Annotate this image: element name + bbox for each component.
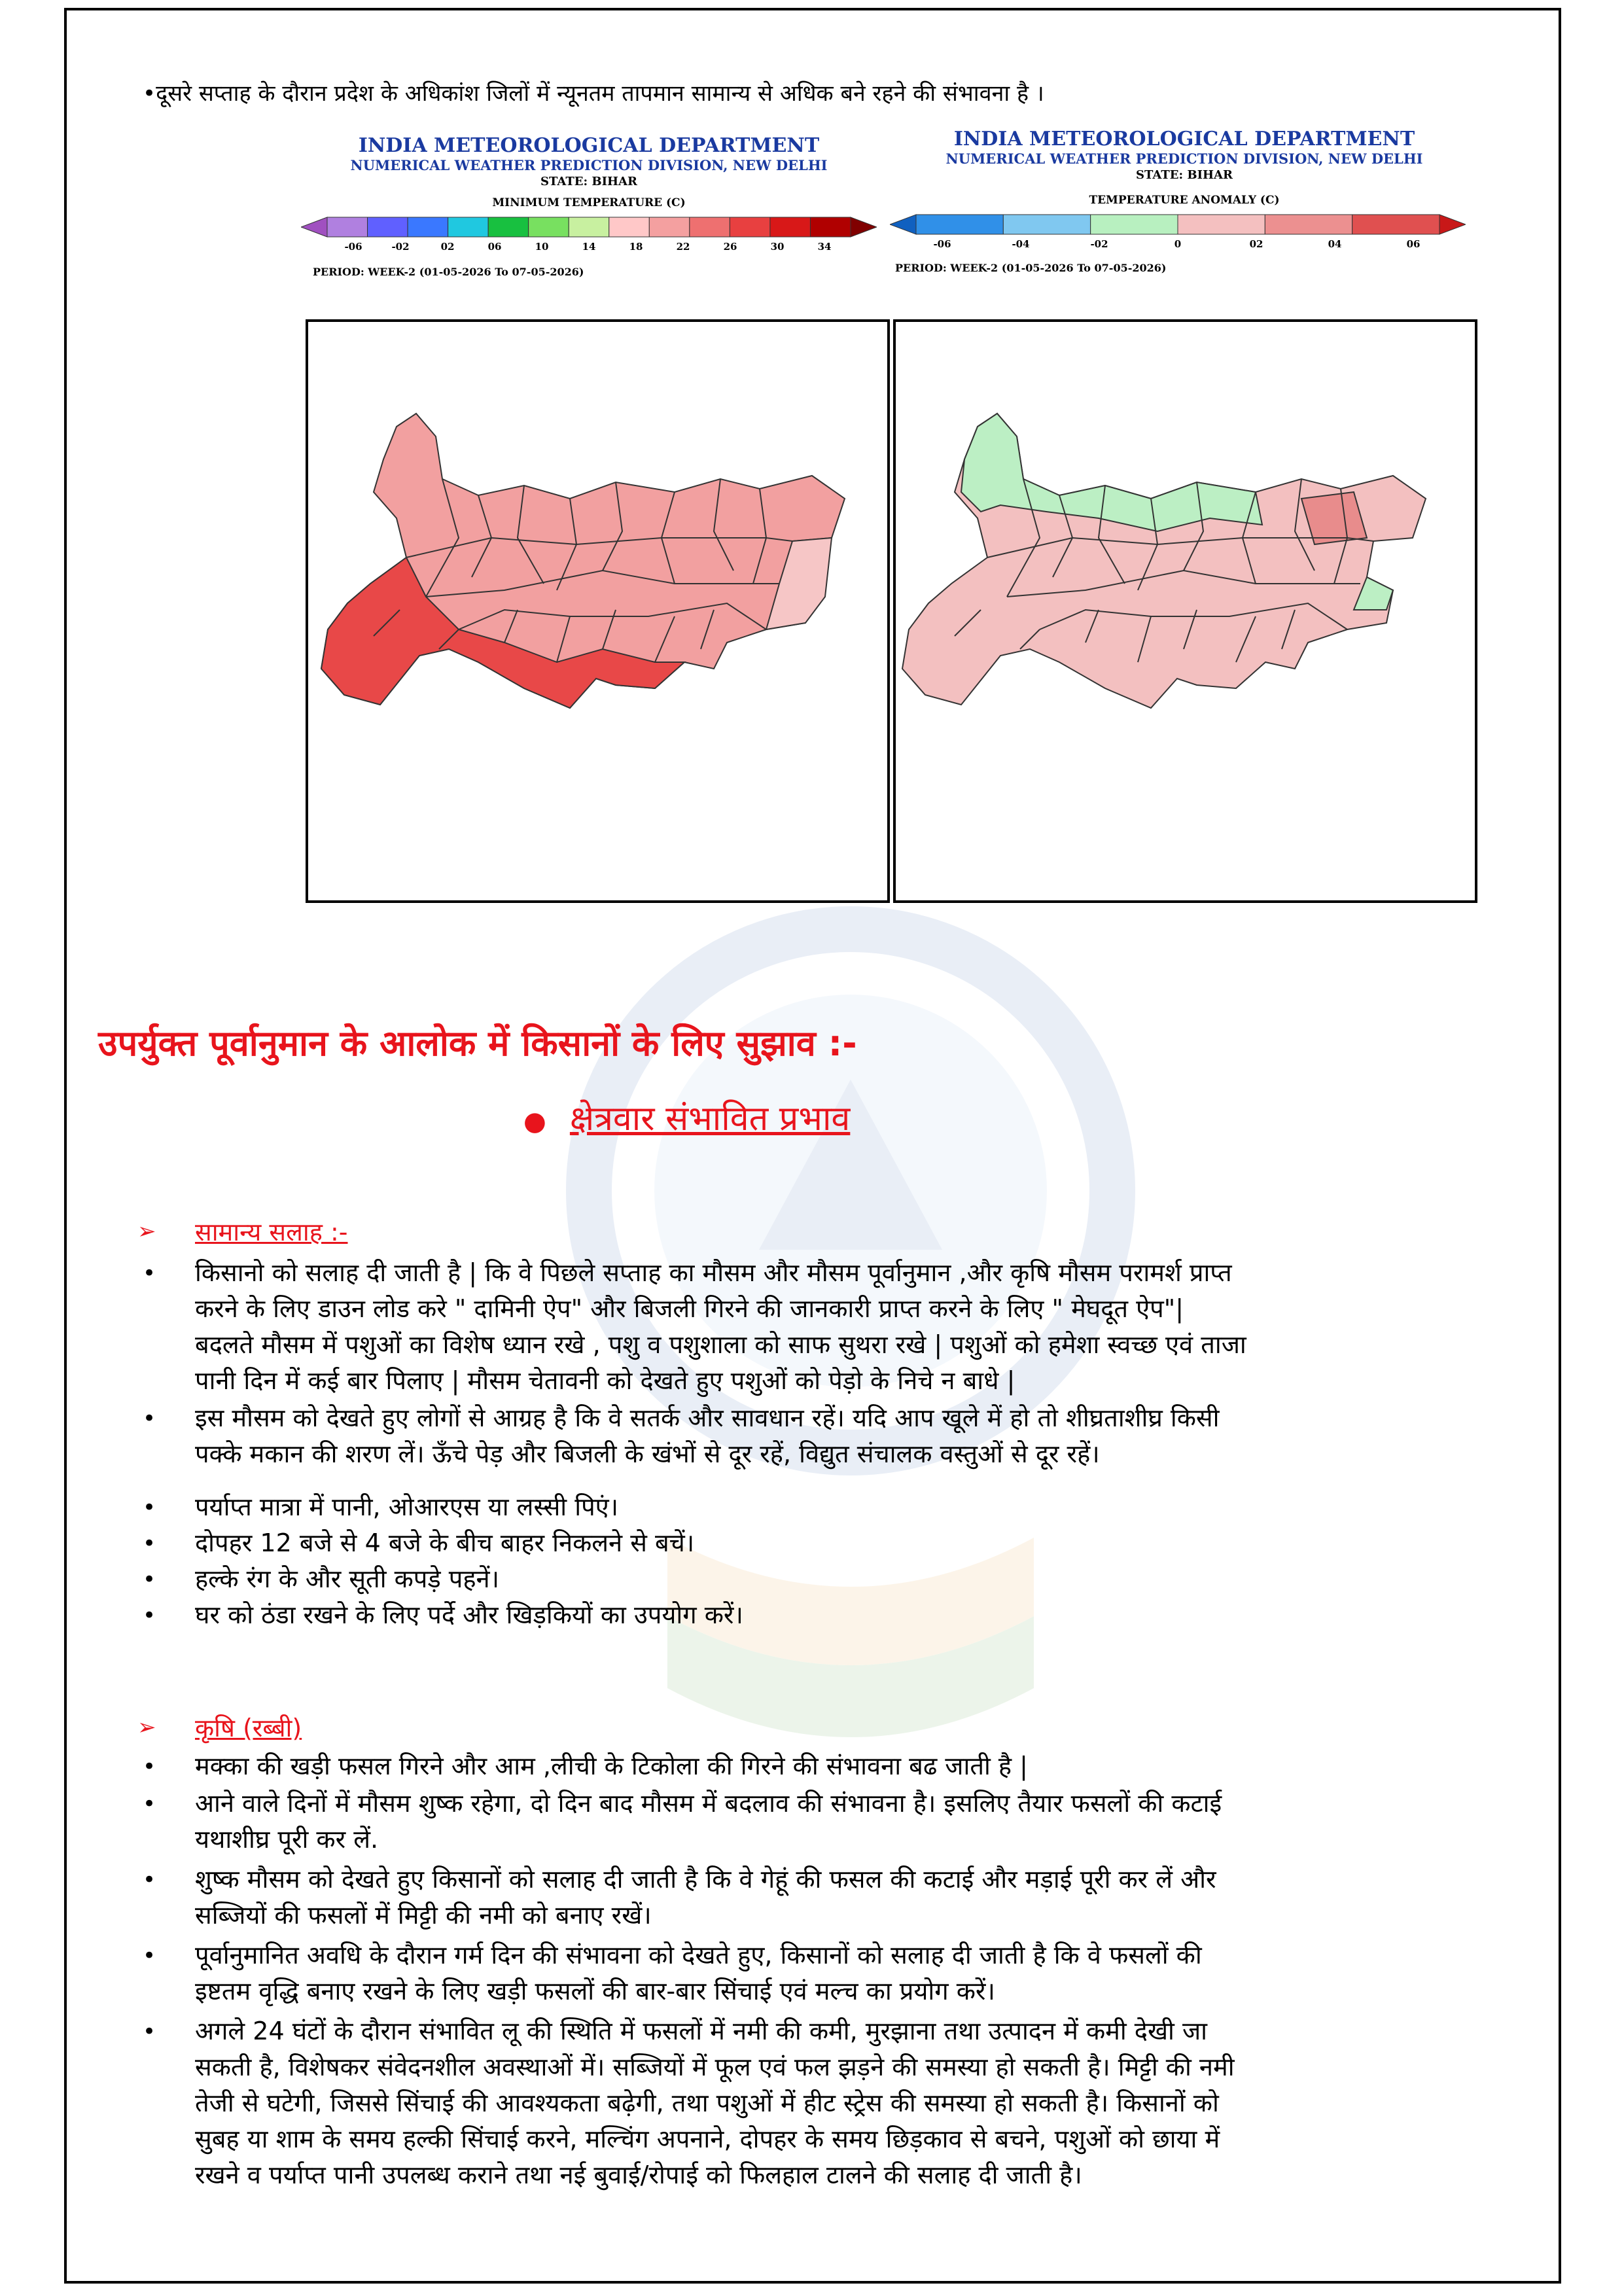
bullet-dot: • [143,1530,156,1557]
colorbar-tick-label: 02 [440,241,455,253]
colorbar-tick-label: 22 [676,241,690,253]
advice-line: रखने व पर्याप्त पानी उपलब्ध कराने तथा नई बुवाई/रोपाई को फिलहाल टालने की सलाह दी जाती है। [195,2161,1082,2189]
advice-line: बदलते मौसम में पशुओं का विशेष ध्यान रखे , पशु व पशुशाला को साफ सुथरा रखे | पशुओं को हमेशा स्वच्छ एवं ताजा [195,1330,1246,1359]
division-title: NUMERICAL WEATHER PREDICTION DIVISION, NEW DELHI [945,150,1423,167]
bullet-dot: • [143,1602,156,1629]
colorbar-segment [770,217,811,237]
advice-line: सब्जियों की फसलों में मिट्टी की नमी को बनाए रखें। [195,1901,652,1930]
advice-item [195,2013,1530,2193]
arrow-bullet-icon: ➢ [137,1218,156,1245]
org-title: INDIA METEOROLOGICAL DEPARTMENT [358,134,820,157]
colorbar-segment [448,217,489,237]
advice-item [195,1862,1530,1934]
colorbar-tick-label: -04 [1012,238,1030,250]
colorbar-segment [916,215,1003,234]
period-label: PERIOD: WEEK-2 (01-05-2026 To 07-05-2026) [895,262,1167,274]
anomaly-colorbar [890,211,1466,238]
advice-item [195,1561,1530,1597]
anomaly-map [893,319,1477,903]
advice-line: पानी दिन में कई बार पिलाए | मौसम चेतावनी को देखते हुए पशुओं को पेड़ो के निचे न बाधे | [195,1366,1015,1395]
colorbar-segment [408,217,448,237]
advice-line: शुष्क मौसम को देखते हुए किसानों को सलाह दी जाती है कि वे गेहूं की फसल की कटाई और मड़ाई पूरी कर लें और [195,1865,1216,1894]
colorbar-tick-label: -06 [344,241,362,253]
colorbar-segment [730,217,770,237]
colorbar-tick-label: -06 [933,238,951,250]
bullet-dot: • [143,1754,156,1780]
colorbar-tick-label: 18 [629,241,643,253]
colorbar-tick-label: 30 [770,241,785,253]
advice-line: पक्के मकान की शरण लें। ऊँचे पेड़ और बिजली के खंभों से दूर रहें, विद्युत संचालक वस्तुओं से दूर रहें। [195,1439,1100,1468]
colorbar-segment [1091,215,1178,234]
agri-rabi-heading: कृषि (रब्बी) [195,1714,302,1742]
bullet-dot: • [143,80,156,107]
advice-item [195,1748,1530,1784]
colorbar-title: TEMPERATURE ANOMALY (C) [1089,194,1280,207]
colorbar-segment [1003,215,1090,234]
colorbar-tick-labels [301,241,877,255]
advice-line: करने के लिए डाउन लोड करे " दामिनी ऐप" और बिजली गिरने की जानकारी प्राप्त करने के लिए " मेघदूत ऐप"| [195,1294,1184,1323]
forecast-note-text: दूसरे सप्ताह के दौरान प्रदेश के अधिकांश जिलों में न्यूनतम तापमान सामान्य से अधिक बने रहने की संभावना है । [156,80,1044,107]
colorbar-tick-label: 26 [723,241,737,253]
bullet-dot: • [143,2019,156,2045]
advice-line: सकती है, विशेषकर संवेदनशील अवस्थाओं में। सब्जियों में फूल एवं फल झड़ने की समस्या हो सकती है। मिट्टी की नमी [195,2053,1235,2081]
bullet-dot: • [143,1943,156,1969]
advice-item [195,1400,1530,1472]
colorbar-tick-label: 0 [1174,238,1182,250]
arrow-bullet-icon: ➢ [137,1714,156,1740]
period-label: PERIOD: WEEK-2 (01-05-2026 To 07-05-2026) [313,266,584,278]
advice-line: अगले 24 घंटों के दौरान संभावित लू की स्थिति में फसलों में नमी की कमी, मुरझाना तथा उत्पादन में कमी देखी जा [195,2017,1208,2045]
colorbar-tick-label: 06 [487,241,502,253]
advice-line: पर्याप्त मात्रा में पानी, ओआरएस या लस्सी पिएं। [195,1492,619,1521]
org-title: INDIA METEOROLOGICAL DEPARTMENT [953,128,1415,150]
state-label: STATE: BIHAR [540,175,637,188]
advice-line: यथाशीघ्र पूरी कर लें. [195,1825,379,1854]
anomaly-map-panel [890,128,1479,274]
colorbar-segment [368,217,408,237]
state-label: STATE: BIHAR [1136,168,1233,182]
colorbar-tick-label: -02 [391,241,410,253]
advice-line: दोपहर 12 बजे से 4 बजे के बीच बाहर निकलने से बचें। [195,1528,695,1557]
colorbar-segment [609,217,650,237]
advice-item [195,1489,1530,1525]
colorbar-segment [810,217,851,237]
regional-impact-subtitle [523,1094,850,1140]
bullet-dot: • [143,1405,156,1432]
bullet-dot: • [143,1566,156,1593]
bullet-dot: ● [523,1106,546,1137]
colorbar-segment [649,217,690,237]
advice-line: पूर्वानुमानित अवधि के दौरान गर्म दिन की संभावना को देखते हुए, किसानों को सलाह दी जाती है कि वे फसलों की [195,1941,1202,1969]
advice-line: हल्के रंग के और सूती कपड़े पहनें। [195,1564,500,1593]
bihar-min-temp-map [308,322,887,900]
colorbar-segment [529,217,569,237]
colorbar-title: MINIMUM TEMPERATURE (C) [492,196,686,209]
advice-line: इष्टतम वृद्धि बनाए रखने के लिए खड़ी फसलों की बार-बार सिंचाई एवं मल्च का प्रयोग करें। [195,1977,995,2005]
colorbar-low-tip [890,215,916,234]
advice-line: मक्का की खड़ी फसल गिरने और आम ,लीची के टिकोला की गिरने की संभावना बढ जाती है | [195,1752,1028,1780]
min-temp-colorbar [301,213,877,241]
bullet-dot: • [143,1791,156,1817]
bullet-dot: • [143,1494,156,1521]
colorbar-tick-label: -02 [1090,238,1108,250]
colorbar-tick-label: 34 [817,241,832,253]
colorbar-segment [690,217,730,237]
min-temp-map [306,319,890,903]
advice-item [195,1525,1530,1561]
colorbar-tick-labels [890,238,1479,253]
advice-line: घर को ठंडा रखने के लिए पर्दे और खिड़कियों का उपयोग करें। [195,1600,743,1629]
advice-item [195,1597,1530,1633]
colorbar-tick-label: 14 [582,241,596,253]
advisory-section-title: उपर्युक्त पूर्वानुमान के आलोक में किसानों के लिए सुझाव :- [98,1023,857,1064]
bullet-dot: • [143,1867,156,1893]
advice-line: किसानो को सलाह दी जाती है | कि वे पिछले सप्ताह का मौसम और मौसम पूर्वानुमान ,और कृषि मौसम परामर्श प्राप्त [195,1258,1232,1287]
colorbar-tick-label: 06 [1406,238,1421,250]
advice-line: सुबह या शाम के समय हल्की सिंचाई करने, मल्चिंग अपनाने, दोपहर के समय छिड़काव से बचने, पशुओं को छाया में [195,2125,1220,2153]
colorbar-tick-label: 10 [535,241,549,253]
colorbar-high-tip [851,217,877,237]
colorbar-segment [1178,215,1265,234]
general-advice-heading: सामान्य सलाह :- [195,1218,348,1246]
colorbar-segment [1265,215,1352,234]
advice-line: आने वाले दिनों में मौसम शुष्क रहेगा, दो दिन बाद मौसम में बदलाव की संभावना है। इसलिए तैयार फसलों की कटाई [195,1789,1222,1818]
colorbar-segment [569,217,609,237]
advice-line: इस मौसम को देखते हुए लोगों से आग्रह है कि वे सतर्क और सावधान रहें। यदि आप खूले में हो तो शीघ्रताशीघ्र किसी [195,1404,1220,1432]
advice-item [195,1786,1530,1858]
advice-item [195,1255,1530,1399]
advice-line: तेजी से घटेगी, जिससे सिंचाई की आवश्यकता बढ़ेगी, तथा पशुओं में हीट स्ट्रेस की समस्या हो सकती है। किसानों को [195,2089,1219,2117]
forecast-note [143,77,1044,107]
colorbar-tick-label: 04 [1328,238,1342,250]
bullet-dot: • [143,1260,156,1286]
colorbar-low-tip [301,217,327,237]
bihar-anomaly-map [896,322,1475,900]
colorbar-segment [1352,215,1439,234]
colorbar-high-tip [1439,215,1466,234]
colorbar-tick-label: 02 [1249,238,1263,250]
division-title: NUMERICAL WEATHER PREDICTION DIVISION, NEW DELHI [350,157,828,173]
advice-item [195,1937,1530,2009]
min-temp-map-panel [301,134,877,278]
colorbar-segment [327,217,368,237]
colorbar-segment [488,217,529,237]
regional-impact-text: क्षेत्रवार संभावित प्रभाव [569,1099,851,1139]
